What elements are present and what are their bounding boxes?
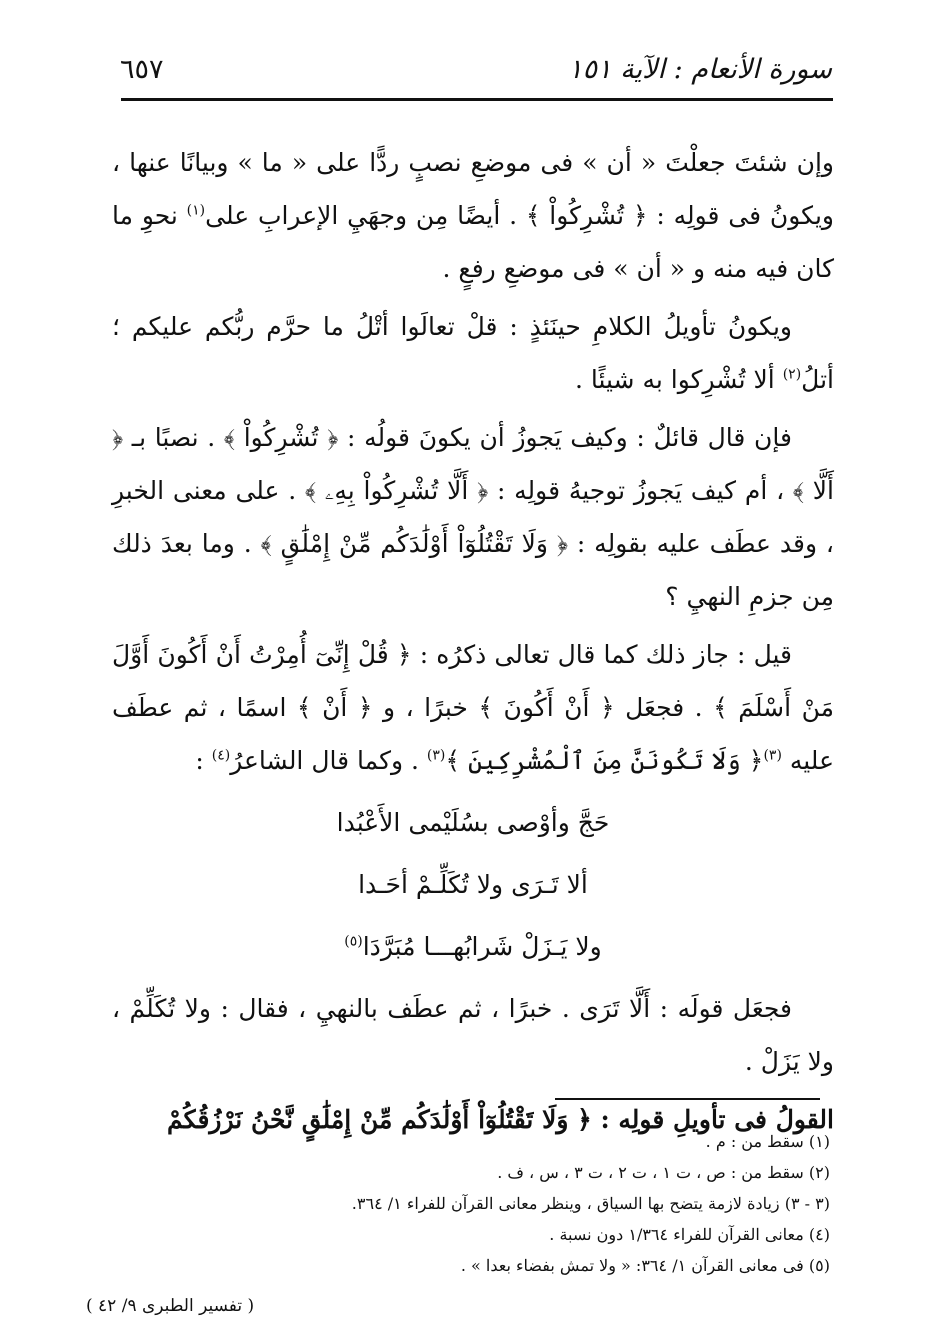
header-divider	[121, 98, 833, 101]
paragraph-5: فجعَل قولَه : أَلَّا تَرَى . خبرًا ، ثم عطَف بالنهيِ ، فقال : ولا تُكَلِّمْ ، ولا يَزَلْ .	[112, 994, 834, 1076]
footnote-ref: (٤)	[211, 747, 231, 764]
paragraph-2: ويكونُ تأويلُ الكلامِ حينَئذٍ : قلْ تعالَوا أتْلُ ما حرَّم ربُّكم عليكم ؛ أتلُ$^{(٢)}$ ألا تُشْرِكوا به شيئًا .	[112, 312, 834, 394]
page-number: ٦٥٧	[120, 53, 164, 85]
page-title: سورة الأنعام : الآية ١٥١	[568, 53, 832, 85]
footnote-1: (١) سقط من : م .	[705, 1132, 830, 1151]
poem-line: ولا يَـزَلْ شَرابُهـــا مُبَرَّدَا$^{(٥)}$	[344, 932, 602, 961]
section-heading: القولُ فى تأويلِ قولِه : ﴿ وَلَا تَقْتُلُوٓاْ أَوْلَٰدَكُم مِّنْ إِمْلَٰقٍ نَّحْنُ نَرْزُقُكُمْ	[167, 1105, 834, 1134]
source-reference: ( تفسير الطبرى ٩/ ٤٢ )	[86, 1296, 255, 1316]
footnote-ref: (٣)	[763, 747, 782, 764]
main-text	[112, 136, 834, 1151]
footnote-ref: (٢)	[782, 366, 802, 383]
poem-line: حَجَّ وأوْصى بسُلَيْمى الأَعْبُدا	[336, 808, 610, 837]
footnote-3: (٣ - ٣) زيادة لازمة يتضح بها السياق ، وينظر معانى القرآن للفراء ١/ ٣٦٤.	[351, 1194, 830, 1213]
paragraph-3: فإن قال قائلٌ : وكيف يَجوزُ أن يكونَ قولُه : ﴿ تُشْرِكُواْ ﴾ . نصبًا بـ ﴿ أَلَّا ﴾ ، أم كيف يَجوزُ توجيهُ قولِه : ﴿ أَلَّا تُشْرِكُواْ بِهِۦ ﴾ . على معنى الخبرِ ، وقد عطَف عليه بقولِه : ﴿ وَلَا تَقْتُلُوٓاْ أَوْلَٰدَكُم مِّنْ إِمْلَٰقٍ ﴾ . وما بعدَ ذلك مِن جزمِ النهيِ ؟	[112, 423, 834, 611]
poem	[112, 792, 834, 978]
paragraph-1: وإن شئتَ جعلْتَ « أن » فى موضعِ نصبٍ ردًّا على « ما » وبيانًا عنها ، ويكونُ فى قولِه : ﴿ تُشْرِكُواْ ﴾ . أيضًا مِن وجهَيِ الإعرابِ على$^{(١)}$ نحوِ ما كان فيه منه و « أن » فى موضعِ رفعٍ .	[112, 148, 834, 283]
footnote-4: (٤) معانى القرآن للفراء ١/٣٦٤ دون نسبة .	[549, 1225, 830, 1244]
poem-line: ألا تَـرَى ولا تُكَلِّـمْ أحَـدا	[358, 870, 588, 899]
footnote-divider	[555, 1098, 820, 1100]
page-header	[120, 44, 832, 94]
footnote-2: (٢) سقط من : ص ، ت ١ ، ت ٢ ، ت ٣ ، س ، ف .	[497, 1163, 830, 1182]
paragraph-4: قيل : جاز ذلك كما قال تعالى ذكرُه : ﴿ قُلْ إِنِّىٓ أُمِرْتُ أَنْ أَكُونَ أَوَّلَ مَنْ أَسْلَمَ ﴾ . فجعَل ﴿ أَنْ أَكُونَ ﴾ خبرًا ، و ﴿ أَنْ ﴾ اسمًا ، ثم عطَف عليه $^{(٣)}$﴿ وَلَا تَكُونَنَّ مِنَ ٱلْمُشْرِكِينَ ﴾$^{(٣)}$ . وكما قال الشاعرُ$^{(٤)}$ :	[112, 640, 834, 775]
footnote-ref: (١)	[186, 202, 206, 219]
footnotes	[120, 1126, 830, 1281]
footnote-ref: (٥)	[344, 933, 363, 950]
footnote-5: (٥) فى معانى القرآن ١/ ٣٦٤: « ولا تمش بفضاء بعدا » .	[460, 1256, 830, 1275]
footnote-ref: (٣)	[426, 747, 446, 764]
